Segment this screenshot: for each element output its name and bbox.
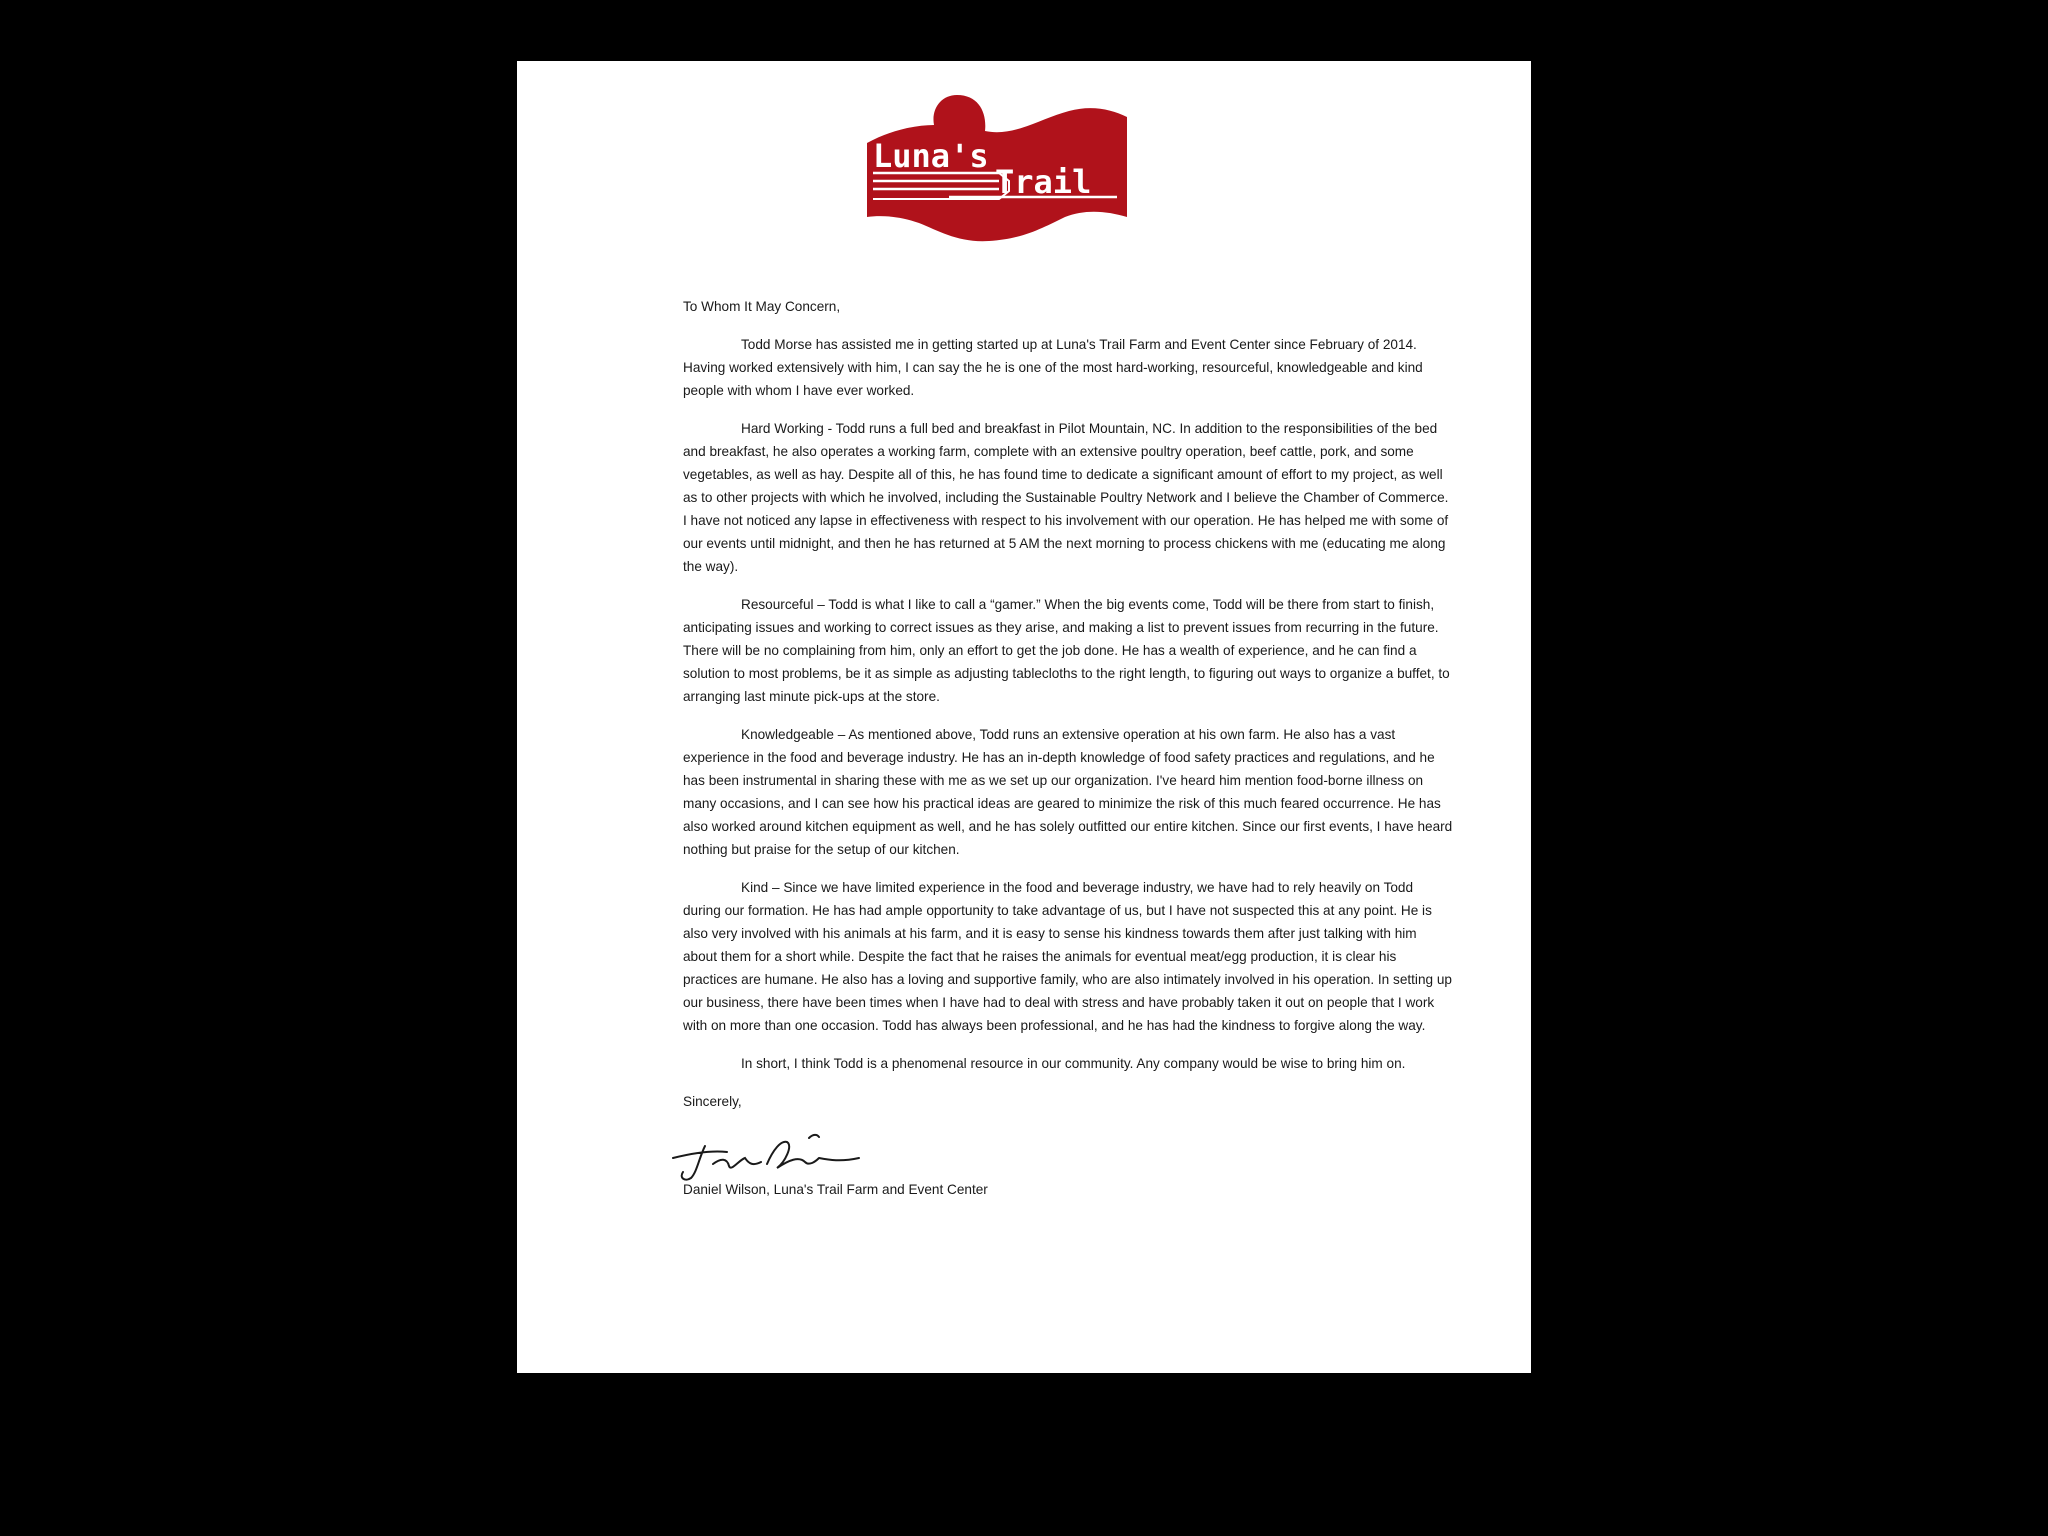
letter-page [517,61,1531,1373]
letter-body [683,295,1453,1216]
logo-text-lunas: Luna's [873,137,989,175]
handwritten-signature [669,1128,869,1184]
logo-text-trail: Trail [995,163,1092,201]
paragraph-kind: Kind – Since we have limited experience in the food and beverage industry, we have had to rely heavily on Todd during our formation. He has had ample opportunity to take advantage of us, but I have not suspected this at any point. He is also very involved with his animals at his farm, and it is easy to sense his kindness towards them after just talking with him about them for a short while. Despite the fact that he raises the animals for eventual meat/egg production, it is clear his practices are humane. He also has a loving and supportive family, who are also intimately involved in his operation. In setting up our business, there have been times when I have had to deal with stress and have probably taken it out on people that I work with on more than one occasion. Todd has always been professional, and he has had the kindness to forgive along the way. [683,880,1452,1033]
salutation: To Whom It May Concern, [683,299,841,314]
paragraph-resourceful: Resourceful – Todd is what I like to call a “gamer.” When the big events come, Todd will be there from start to finish, anticipating issues and working to correct issues as they arise, and making a list to prevent issues from recurring in the future. There will be no complaining from him, only an effort to get the job done. He has a wealth of experience, and he can find a solution to most problems, be it as simple as adjusting tablecloths to the right length, to figuring out ways to organize a buffet, to arranging last minute pick-ups at the store. [683,597,1450,704]
paragraph-intro: Todd Morse has assisted me in getting started up at Luna's Trail Farm and Event Center since February of 2014. Having worked extensively with him, I can say the he is one of the most hard-working, resourceful, knowledgeable and kind people with whom I have ever worked. [683,337,1423,398]
paragraph-hard-working: Hard Working - Todd runs a full bed and breakfast in Pilot Mountain, NC. In addition to the responsibilities of the bed and breakfast, he also operates a working farm, complete with an extensive poultry operation, beef cattle, pork, and some vegetables, as well as hay. Despite all of this, he has found time to dedicate a significant amount of effort to my project, as well as to other projects with which he involved, including the Sustainable Poultry Network and I believe the Chamber of Commerce. I have not noticed any lapse in effectiveness with respect to his involvement with our operation. He has helped me with some of our events until midnight, and then he has returned at 5 AM the next morning to process chickens with me (educating me along the way). [683,421,1449,574]
paragraph-knowledgeable: Knowledgeable – As mentioned above, Todd runs an extensive operation at his own farm. He also has a vast experience in the food and beverage industry. He has an in-depth knowledge of food safety practices and regulations, and he has been instrumental in sharing these with me as we set up our organization. I've heard him mention food-borne illness on many occasions, and I can see how his practical ideas are geared to minimize the risk of this much feared occurrence. He has also worked around kitchen equipment as well, and he has solely outfitted our entire kitchen. Since our first events, I have heard nothing but praise for the setup of our kitchen. [683,727,1453,857]
signer-name: Daniel Wilson, Luna's Trail Farm and Event Center [683,1182,988,1197]
lunas-trail-logo [859,91,1129,246]
paragraph-conclusion: In short, I think Todd is a phenomenal resource in our community. Any company would be wise to bring him on. [741,1056,1406,1071]
closing: Sincerely, [683,1094,742,1109]
